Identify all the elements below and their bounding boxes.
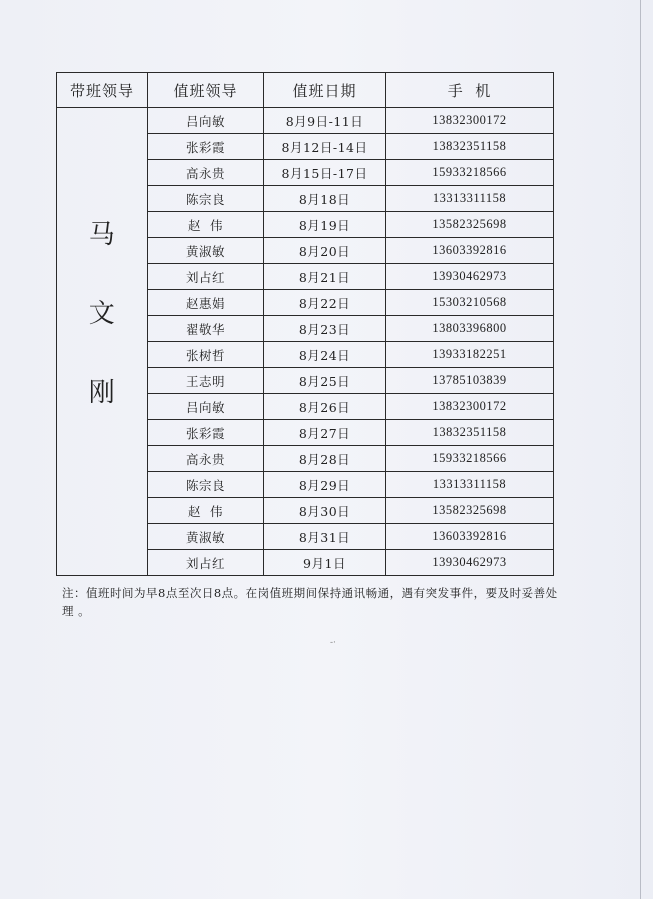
phone-number: 13803396800 bbox=[386, 316, 554, 342]
duty-leader-name: 张彩霞 bbox=[148, 134, 264, 160]
duty-date: 8月29日 bbox=[264, 472, 386, 498]
duty-date: 8月24日 bbox=[264, 342, 386, 368]
phone-number: 13832300172 bbox=[386, 394, 554, 420]
header-duty-leader: 值班领导 bbox=[148, 73, 264, 108]
lead-leader-cell bbox=[57, 108, 148, 576]
duty-leader-name: 黄淑敏 bbox=[148, 238, 264, 264]
phone-number: 13933182251 bbox=[386, 342, 554, 368]
duty-leader-name: 王志明 bbox=[148, 368, 264, 394]
duty-date: 8月12日-14日 bbox=[264, 134, 386, 160]
phone-number: 13313311158 bbox=[386, 472, 554, 498]
duty-leader-name: 吕向敏 bbox=[148, 108, 264, 134]
duty-date: 8月9日-11日 bbox=[264, 108, 386, 134]
duty-leader-name: 赵惠娟 bbox=[148, 290, 264, 316]
header-lead-leader: 带班领导 bbox=[57, 73, 148, 108]
duty-leader-name: 刘占红 bbox=[148, 264, 264, 290]
phone-number: 13832351158 bbox=[386, 134, 554, 160]
duty-leader-name: 赵 伟 bbox=[148, 212, 264, 238]
duty-leader-name: 高永贵 bbox=[148, 446, 264, 472]
duty-leader-name: 张彩霞 bbox=[148, 420, 264, 446]
duty-leader-name: 翟敬华 bbox=[148, 316, 264, 342]
table-header-row bbox=[57, 73, 554, 108]
duty-date: 8月27日 bbox=[264, 420, 386, 446]
leader-name-char: 刚 bbox=[88, 378, 116, 408]
duty-date: 8月21日 bbox=[264, 264, 386, 290]
duty-date: 8月25日 bbox=[264, 368, 386, 394]
duty-date: 9月1日 bbox=[264, 550, 386, 576]
duty-leader-name: 陈宗良 bbox=[148, 472, 264, 498]
phone-number: 13832351158 bbox=[386, 420, 554, 446]
phone-number: 13603392816 bbox=[386, 238, 554, 264]
duty-date: 8月31日 bbox=[264, 524, 386, 550]
leader-name-char: 马 bbox=[88, 220, 116, 250]
duty-date: 8月30日 bbox=[264, 498, 386, 524]
duty-date: 8月23日 bbox=[264, 316, 386, 342]
phone-number: 13832300172 bbox=[386, 108, 554, 134]
duty-leader-name: 陈宗良 bbox=[148, 186, 264, 212]
phone-number: 13930462973 bbox=[386, 264, 554, 290]
phone-number: 15303210568 bbox=[386, 290, 554, 316]
header-duty-date: 值班日期 bbox=[264, 73, 386, 108]
phone-number: 13582325698 bbox=[386, 498, 554, 524]
duty-leader-name: 张树哲 bbox=[148, 342, 264, 368]
duty-date: 8月18日 bbox=[264, 186, 386, 212]
scan-edge bbox=[640, 0, 641, 899]
scan-mark: -· bbox=[330, 638, 336, 648]
duty-leader-name: 赵 伟 bbox=[148, 498, 264, 524]
duty-date: 8月19日 bbox=[264, 212, 386, 238]
phone-number: 15933218566 bbox=[386, 446, 554, 472]
duty-leader-name: 黄淑敏 bbox=[148, 524, 264, 550]
footnote: 注：值班时间为早8点至次日8点。在岗值班期间保持通讯畅通，遇有突发事件，要及时妥善处理 。 bbox=[62, 586, 558, 618]
duty-date: 8月28日 bbox=[264, 446, 386, 472]
phone-number: 13930462973 bbox=[386, 550, 554, 576]
table-row bbox=[57, 108, 554, 134]
duty-date: 8月22日 bbox=[264, 290, 386, 316]
duty-date: 8月26日 bbox=[264, 394, 386, 420]
phone-number: 15933218566 bbox=[386, 160, 554, 186]
phone-number: 13785103839 bbox=[386, 368, 554, 394]
duty-date: 8月15日-17日 bbox=[264, 160, 386, 186]
phone-number: 13603392816 bbox=[386, 524, 554, 550]
duty-leader-name: 刘占红 bbox=[148, 550, 264, 576]
lead-leader-name bbox=[57, 214, 147, 409]
leader-name-char: 文 bbox=[88, 299, 116, 329]
header-phone: 手 机 bbox=[386, 73, 554, 108]
phone-number: 13582325698 bbox=[386, 212, 554, 238]
phone-number: 13313311158 bbox=[386, 186, 554, 212]
duty-date: 8月20日 bbox=[264, 238, 386, 264]
duty-leader-name: 高永贵 bbox=[148, 160, 264, 186]
duty-roster-table bbox=[56, 72, 554, 576]
duty-leader-name: 吕向敏 bbox=[148, 394, 264, 420]
